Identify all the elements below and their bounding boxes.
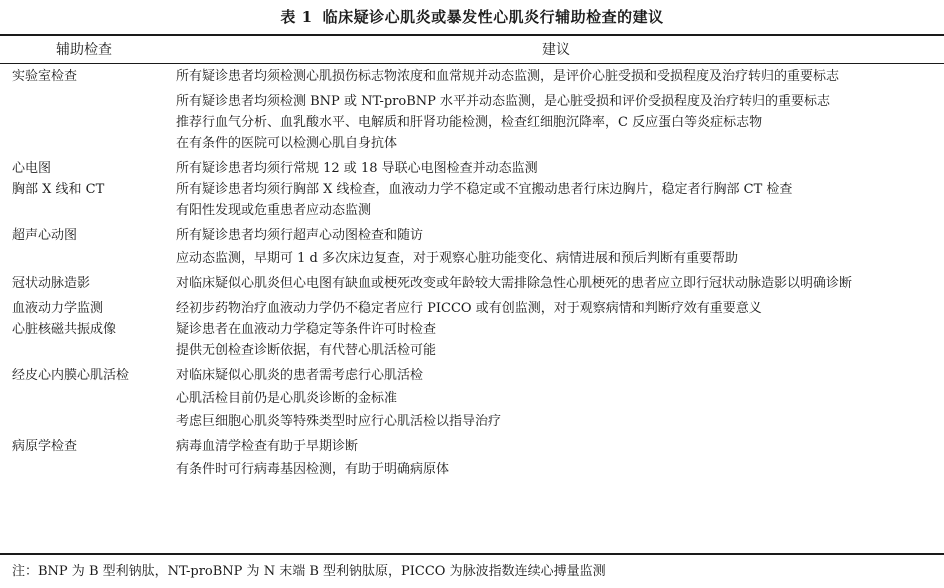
row-category (0, 457, 176, 480)
table-caption-number: 表 1 (280, 8, 313, 26)
table-row (0, 294, 944, 319)
table-row (0, 432, 944, 457)
header-recommendation: 建议 (542, 42, 570, 58)
row-recommendation: 所有疑诊患者均须行超声心动图检查和随访 (176, 228, 424, 243)
table-row (0, 361, 944, 386)
row-recommendation: 应动态监测，早期可 1 d 多次床边复查，对于观察心脏功能变化、病情进展和预后判断有重要帮助 (176, 251, 738, 266)
row-recommendation: 疑诊患者在血液动力学稳定等条件许可时检查 (176, 322, 437, 337)
row-category: 经皮心内膜心肌活检 (12, 368, 130, 383)
row-recommendation: 病毒血清学检查有助于早期诊断 (176, 439, 359, 454)
table-row (0, 340, 944, 361)
row-recommendation: 所有疑诊患者均须行胸部 X 线检查，血液动力学不稳定或不宜搬动患者行床边胸片，稳定者行胸部 CT 检查 (176, 182, 793, 197)
row-category (0, 133, 176, 154)
row-category (0, 340, 176, 361)
row-category (0, 112, 176, 133)
table-row (0, 246, 944, 269)
row-category: 心电图 (12, 161, 52, 176)
table-footnote: 注：BNP 为 B 型利钠肽，NT-proBNP 为 N 末端 B 型利钠肽原，PICCO 为脉波指数连续心搏量监测 (12, 564, 606, 579)
row-recommendation: 有条件时可行病毒基因检测，有助于明确病原体 (176, 462, 450, 477)
row-category: 冠状动脉造影 (12, 276, 91, 291)
row-recommendation: 心肌活检目前仍是心肌炎诊断的金标准 (176, 391, 398, 406)
table-row (0, 200, 944, 221)
table-row (0, 87, 944, 112)
table-row (0, 112, 944, 133)
table-bottom-rule (0, 553, 944, 555)
row-recommendation: 对临床疑似心肌炎的患者需考虑行心肌活检 (176, 368, 424, 383)
row-recommendation: 所有疑诊患者均须行常规 12 或 18 导联心电图检查并动态监测 (176, 161, 538, 176)
row-category (0, 246, 176, 269)
row-recommendation: 在有条件的医院可以检测心肌自身抗体 (176, 136, 398, 151)
row-category: 病原学检查 (12, 439, 78, 454)
table-row (0, 133, 944, 154)
row-recommendation: 所有疑诊患者均须检测 BNP 或 NT-proBNP 水平并动态监测，是心脏受损和评价受损程度及治疗转归的重要标志 (176, 94, 831, 109)
table-row (0, 269, 944, 294)
row-category: 超声心动图 (12, 228, 78, 243)
row-category (0, 386, 176, 409)
row-category: 实验室检查 (12, 69, 78, 84)
table-row (0, 154, 944, 179)
table-row (0, 66, 944, 87)
row-category (0, 200, 176, 221)
table-row (0, 409, 944, 432)
table-top-rule (0, 34, 944, 36)
table-caption (0, 6, 944, 27)
table-row (0, 386, 944, 409)
row-recommendation: 对临床疑似心肌炎但心电图有缺血或梗死改变或年龄较大需排除急性心肌梗死的患者应立即行冠状动脉造影以明确诊断 (176, 276, 853, 291)
row-recommendation: 推荐行血气分析、血乳酸水平、电解质和肝肾功能检测，检查红细胞沉降率，C 反应蛋白等炎症标志物 (176, 115, 763, 130)
row-recommendation: 考虑巨细胞心肌炎等特殊类型时应行心肌活检以指导治疗 (176, 414, 502, 429)
row-category: 心脏核磁共振成像 (12, 322, 117, 337)
row-recommendation: 有阳性发现或危重患者应动态监测 (176, 203, 372, 218)
header-auxiliary-exam: 辅助检查 (56, 42, 112, 58)
row-category (0, 87, 176, 112)
table-row (0, 319, 944, 340)
table-header-rule (0, 63, 944, 64)
recommendation-table (0, 66, 944, 480)
row-recommendation: 所有疑诊患者均须检测心肌损伤标志物浓度和血常规并动态监测，是评价心脏受损和受损程度及治疗转归的重要标志 (176, 69, 840, 84)
table-row (0, 457, 944, 480)
table-caption-title: 临床疑诊心肌炎或暴发性心肌炎行辅助检查的建议 (322, 8, 664, 26)
row-category: 血液动力学监测 (12, 301, 104, 316)
row-recommendation: 提供无创检查诊断依据，有代替心肌活检可能 (176, 343, 437, 358)
row-category (0, 409, 176, 432)
row-category: 胸部 X 线和 CT (12, 182, 105, 197)
table-row (0, 179, 944, 200)
row-recommendation: 经初步药物治疗血液动力学仍不稳定者应行 PICCO 或有创监测，对于观察病情和判断疗效有重要意义 (176, 301, 762, 316)
table-row (0, 221, 944, 246)
